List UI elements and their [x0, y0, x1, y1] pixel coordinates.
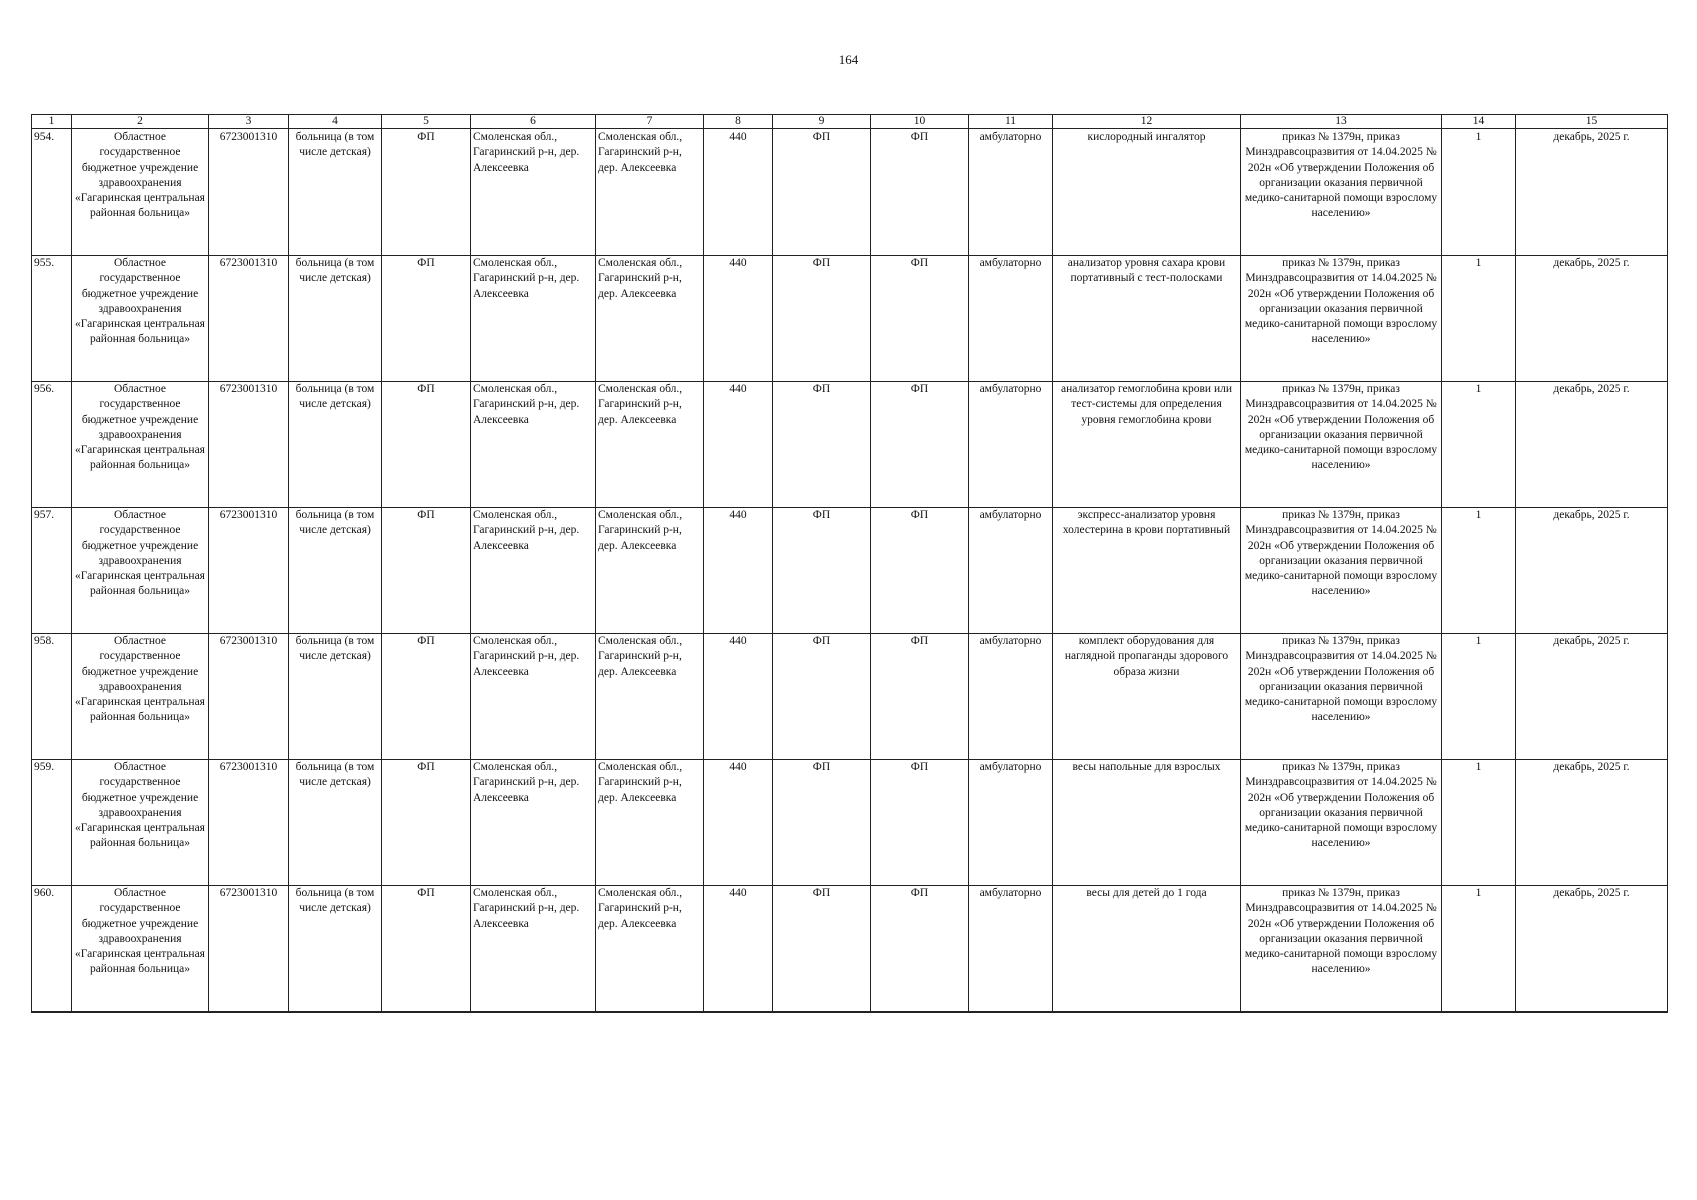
population-count: 440	[704, 382, 773, 508]
column-header-14: 14	[1442, 115, 1516, 129]
row-number: 954.	[32, 129, 72, 256]
address-primary: Смоленская обл., Гагаринский р-н, дер. Алексеевка	[471, 760, 596, 886]
equipment-name: весы напольные для взрослых	[1053, 760, 1241, 886]
column-9-value: ФП	[773, 129, 871, 256]
address-secondary: Смоленская обл., Гагаринский р-н, дер. Алексеевка	[596, 760, 704, 886]
unit-type: ФП	[382, 382, 471, 508]
table-row	[32, 508, 1668, 634]
table-row	[32, 760, 1668, 886]
column-9-value: ФП	[773, 886, 871, 1013]
inn-code: 6723001310	[209, 256, 289, 382]
care-type: амбулаторно	[969, 382, 1053, 508]
quantity: 1	[1442, 129, 1516, 256]
facility-type: больница (в том числе детская)	[289, 886, 382, 1013]
legal-basis: приказ № 1379н, приказ Минздравсоцразвития от 14.04.2025 № 202н «Об утверждении Положения об организации оказания первичной медико-санитарной помощи взрослому населению»	[1241, 634, 1442, 760]
facility-type: больница (в том числе детская)	[289, 760, 382, 886]
column-header-5: 5	[382, 115, 471, 129]
inn-code: 6723001310	[209, 129, 289, 256]
care-type: амбулаторно	[969, 886, 1053, 1013]
table-body	[32, 129, 1668, 1013]
address-primary: Смоленская обл., Гагаринский р-н, дер. Алексеевка	[471, 634, 596, 760]
care-type: амбулаторно	[969, 760, 1053, 886]
organization-name: Областное государственное бюджетное учреждение здравоохранения «Гагаринская центральная районная больница»	[72, 256, 209, 382]
column-9-value: ФП	[773, 634, 871, 760]
inn-code: 6723001310	[209, 634, 289, 760]
column-10-value: ФП	[871, 256, 969, 382]
unit-type: ФП	[382, 256, 471, 382]
address-primary: Смоленская обл., Гагаринский р-н, дер. Алексеевка	[471, 886, 596, 1013]
column-header-12: 12	[1053, 115, 1241, 129]
column-header-4: 4	[289, 115, 382, 129]
facility-type: больница (в том числе детская)	[289, 256, 382, 382]
row-number: 958.	[32, 634, 72, 760]
column-10-value: ФП	[871, 129, 969, 256]
column-header-7: 7	[596, 115, 704, 129]
column-10-value: ФП	[871, 508, 969, 634]
population-count: 440	[704, 129, 773, 256]
address-secondary: Смоленская обл., Гагаринский р-н, дер. Алексеевка	[596, 382, 704, 508]
equipment-name: экспресс-анализатор уровня холестерина в крови портативный	[1053, 508, 1241, 634]
column-10-value: ФП	[871, 382, 969, 508]
column-header-10: 10	[871, 115, 969, 129]
column-number-header-row	[32, 115, 1668, 129]
quantity: 1	[1442, 886, 1516, 1013]
address-primary: Смоленская обл., Гагаринский р-н, дер. Алексеевка	[471, 129, 596, 256]
table-row	[32, 256, 1668, 382]
equipment-name: весы для детей до 1 года	[1053, 886, 1241, 1013]
care-type: амбулаторно	[969, 256, 1053, 382]
organization-name: Областное государственное бюджетное учреждение здравоохранения «Гагаринская центральная районная больница»	[72, 382, 209, 508]
population-count: 440	[704, 256, 773, 382]
legal-basis: приказ № 1379н, приказ Минздравсоцразвития от 14.04.2025 № 202н «Об утверждении Положения об организации оказания первичной медико-санитарной помощи взрослому населению»	[1241, 256, 1442, 382]
address-secondary: Смоленская обл., Гагаринский р-н, дер. Алексеевка	[596, 508, 704, 634]
row-number: 957.	[32, 508, 72, 634]
facility-type: больница (в том числе детская)	[289, 382, 382, 508]
equipment-name: кислородный ингалятор	[1053, 129, 1241, 256]
unit-type: ФП	[382, 508, 471, 634]
row-number: 960.	[32, 886, 72, 1013]
population-count: 440	[704, 508, 773, 634]
legal-basis: приказ № 1379н, приказ Минздравсоцразвития от 14.04.2025 № 202н «Об утверждении Положения об организации оказания первичной медико-санитарной помощи взрослому населению»	[1241, 129, 1442, 256]
organization-name: Областное государственное бюджетное учреждение здравоохранения «Гагаринская центральная районная больница»	[72, 634, 209, 760]
unit-type: ФП	[382, 634, 471, 760]
facility-type: больница (в том числе детская)	[289, 634, 382, 760]
column-9-value: ФП	[773, 382, 871, 508]
table-row	[32, 382, 1668, 508]
inn-code: 6723001310	[209, 760, 289, 886]
column-9-value: ФП	[773, 760, 871, 886]
column-header-6: 6	[471, 115, 596, 129]
address-primary: Смоленская обл., Гагаринский р-н, дер. Алексеевка	[471, 508, 596, 634]
unit-type: ФП	[382, 886, 471, 1013]
address-secondary: Смоленская обл., Гагаринский р-н, дер. Алексеевка	[596, 129, 704, 256]
care-type: амбулаторно	[969, 508, 1053, 634]
equipment-name: анализатор гемоглобина крови или тест-системы для определения уровня гемоглобина крови	[1053, 382, 1241, 508]
quantity: 1	[1442, 760, 1516, 886]
row-number: 959.	[32, 760, 72, 886]
quantity: 1	[1442, 508, 1516, 634]
delivery-date: декабрь, 2025 г.	[1516, 129, 1668, 256]
population-count: 440	[704, 760, 773, 886]
column-header-3: 3	[209, 115, 289, 129]
legal-basis: приказ № 1379н, приказ Минздравсоцразвития от 14.04.2025 № 202н «Об утверждении Положения об организации оказания первичной медико-санитарной помощи взрослому населению»	[1241, 382, 1442, 508]
column-10-value: ФП	[871, 886, 969, 1013]
unit-type: ФП	[382, 760, 471, 886]
facility-type: больница (в том числе детская)	[289, 129, 382, 256]
inn-code: 6723001310	[209, 382, 289, 508]
organization-name: Областное государственное бюджетное учреждение здравоохранения «Гагаринская центральная районная больница»	[72, 508, 209, 634]
column-10-value: ФП	[871, 760, 969, 886]
column-9-value: ФП	[773, 256, 871, 382]
column-header-8: 8	[704, 115, 773, 129]
population-count: 440	[704, 634, 773, 760]
address-secondary: Смоленская обл., Гагаринский р-н, дер. Алексеевка	[596, 634, 704, 760]
population-count: 440	[704, 886, 773, 1013]
organization-name: Областное государственное бюджетное учреждение здравоохранения «Гагаринская центральная районная больница»	[72, 129, 209, 256]
delivery-date: декабрь, 2025 г.	[1516, 760, 1668, 886]
column-header-15: 15	[1516, 115, 1668, 129]
column-header-2: 2	[72, 115, 209, 129]
organization-name: Областное государственное бюджетное учреждение здравоохранения «Гагаринская центральная районная больница»	[72, 886, 209, 1013]
row-number: 956.	[32, 382, 72, 508]
delivery-date: декабрь, 2025 г.	[1516, 256, 1668, 382]
inn-code: 6723001310	[209, 886, 289, 1013]
delivery-date: декабрь, 2025 г.	[1516, 886, 1668, 1013]
equipment-table	[31, 114, 1668, 1013]
column-header-9: 9	[773, 115, 871, 129]
column-header-1: 1	[32, 115, 72, 129]
care-type: амбулаторно	[969, 634, 1053, 760]
column-10-value: ФП	[871, 634, 969, 760]
quantity: 1	[1442, 634, 1516, 760]
legal-basis: приказ № 1379н, приказ Минздравсоцразвития от 14.04.2025 № 202н «Об утверждении Положения об организации оказания первичной медико-санитарной помощи взрослому населению»	[1241, 760, 1442, 886]
column-9-value: ФП	[773, 508, 871, 634]
table-row	[32, 634, 1668, 760]
equipment-name: анализатор уровня сахара крови портативный с тест-полосками	[1053, 256, 1241, 382]
row-number: 955.	[32, 256, 72, 382]
equipment-name: комплект оборудования для наглядной пропаганды здорового образа жизни	[1053, 634, 1241, 760]
table-row	[32, 129, 1668, 256]
delivery-date: декабрь, 2025 г.	[1516, 508, 1668, 634]
page-number: 164	[838, 52, 859, 67]
delivery-date: декабрь, 2025 г.	[1516, 634, 1668, 760]
column-header-13: 13	[1241, 115, 1442, 129]
column-header-11: 11	[969, 115, 1053, 129]
facility-type: больница (в том числе детская)	[289, 508, 382, 634]
quantity: 1	[1442, 256, 1516, 382]
table-row	[32, 886, 1668, 1013]
delivery-date: декабрь, 2025 г.	[1516, 382, 1668, 508]
legal-basis: приказ № 1379н, приказ Минздравсоцразвития от 14.04.2025 № 202н «Об утверждении Положения об организации оказания первичной медико-санитарной помощи взрослому населению»	[1241, 886, 1442, 1013]
unit-type: ФП	[382, 129, 471, 256]
address-secondary: Смоленская обл., Гагаринский р-н, дер. Алексеевка	[596, 886, 704, 1013]
quantity: 1	[1442, 382, 1516, 508]
address-secondary: Смоленская обл., Гагаринский р-н, дер. Алексеевка	[596, 256, 704, 382]
address-primary: Смоленская обл., Гагаринский р-н, дер. Алексеевка	[471, 256, 596, 382]
organization-name: Областное государственное бюджетное учреждение здравоохранения «Гагаринская центральная районная больница»	[72, 760, 209, 886]
inn-code: 6723001310	[209, 508, 289, 634]
legal-basis: приказ № 1379н, приказ Минздравсоцразвития от 14.04.2025 № 202н «Об утверждении Положения об организации оказания первичной медико-санитарной помощи взрослому населению»	[1241, 508, 1442, 634]
care-type: амбулаторно	[969, 129, 1053, 256]
address-primary: Смоленская обл., Гагаринский р-н, дер. Алексеевка	[471, 382, 596, 508]
